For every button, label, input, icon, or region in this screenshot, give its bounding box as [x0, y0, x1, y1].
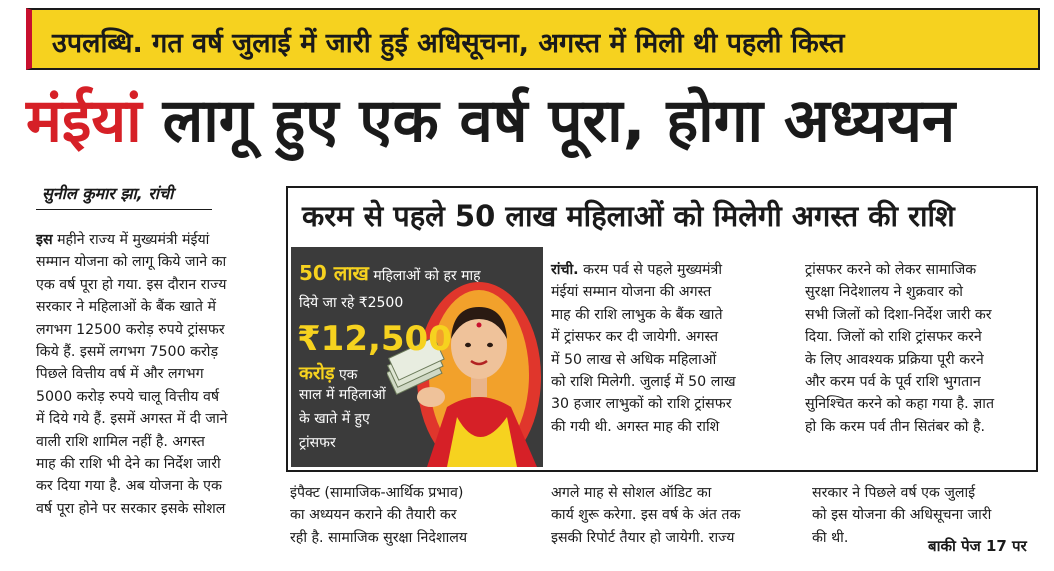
- headline-rest: लागू हुए एक वर्ष पूरा, होगा अध्ययन: [162, 86, 956, 156]
- column-line: दिया. जिलों को राशि ट्रांसफर करने: [805, 329, 982, 346]
- column-line: में 50 लाख से अधिक महिलाओं: [551, 351, 717, 368]
- column-line: सुरक्षा निदेशालय ने शुक्रवार को: [805, 284, 963, 301]
- column-line: मंईयां सम्मान योजना की अगस्त: [551, 284, 712, 301]
- column-line: सम्मान योजना को लागू किये जाने का: [36, 254, 227, 271]
- column-line: इंपैक्ट (सामाजिक-आर्थिक प्रभाव): [290, 485, 464, 501]
- headline-highlight: मंईयां: [26, 86, 142, 156]
- column-line: किये हैं. इसमें लगभग 7500 करोड़: [36, 344, 219, 361]
- column-line: रही है. सामाजिक सुरक्षा निदेशालय: [290, 529, 468, 546]
- byline-rule: [36, 209, 212, 210]
- column-line: सरकार ने पिछले वर्ष एक जुलाई: [812, 485, 976, 501]
- column-line: हो कि करम पर्व तीन सितंबर को है.: [805, 418, 985, 435]
- article-column-4: [805, 259, 1033, 438]
- byline: सुनील कुमार झा, रांची: [42, 184, 174, 203]
- info-line-6: ट्रांसफर: [299, 435, 336, 451]
- column-line: [36, 229, 254, 251]
- column-line: और करम पर्व के पूर्व राशि भुगतान: [805, 374, 981, 391]
- article-column-2-bottom: [290, 482, 518, 549]
- substory-headline: करम से पहले 50 लाख महिलाओं को मिलेगी अगस्त की राशि: [302, 199, 955, 233]
- column-line: सभी जिलों को दिशा-निर्देश जारी कर: [805, 306, 992, 323]
- headline: [26, 78, 1040, 164]
- article-column-3-bottom: [551, 482, 776, 549]
- continued-on-page: बाकी पेज 17 पर: [928, 537, 1027, 555]
- infographic-panel: [291, 247, 543, 467]
- column-lead: इस: [36, 232, 53, 248]
- column-line: एक वर्ष पूरा हो गया. इस दौरान राज्य: [36, 276, 227, 293]
- column-lead: रांची.: [551, 262, 579, 278]
- column-line: लगभग 12500 करोड़ रुपये ट्रांसफर: [36, 321, 225, 338]
- column-line: इसकी रिपोर्ट तैयार हो जायेगी. राज्य: [551, 529, 735, 546]
- column-line: कार्य शुरू करेगा. इस वर्ष के अंत तक: [551, 507, 741, 524]
- article-column-1: [36, 229, 254, 520]
- column-line: वाली राशि शामिल नहीं है. अगस्त: [36, 433, 205, 450]
- column-line: को राशि मिलेगी. जुलाई में 50 लाख: [551, 374, 736, 391]
- info-line-2: दिये जा रहे ₹2500: [299, 295, 404, 311]
- kicker-text: उपलब्धि. गत वर्ष जुलाई में जारी हुई अधिसूचना, अगस्त में मिली थी पहली किस्त: [52, 28, 845, 59]
- info-highlight: 50 लाख: [299, 261, 369, 285]
- info-text: महिलाओं को हर माह: [373, 268, 481, 284]
- article-column-3: [551, 259, 776, 438]
- info-line-5: के खाते में हुए: [299, 411, 370, 427]
- info-line-3: [299, 361, 357, 385]
- column-line: माह की राशि भी देने का निर्देश जारी: [36, 456, 221, 473]
- column-line: का अध्ययन कराने की तैयारी कर: [290, 507, 457, 524]
- info-amount: ₹12,500: [297, 319, 452, 359]
- column-first-line: करम पर्व से पहले मुख्यमंत्री: [583, 262, 723, 278]
- column-line: वर्ष पूरा होने पर सरकार इसके सोशल: [36, 500, 226, 517]
- column-line: में ट्रांसफर कर दी जायेगी. अगस्त: [551, 329, 719, 346]
- column-line: 5000 करोड़ रुपये चालू वित्तीय वर्ष: [36, 388, 220, 405]
- column-line: सुनिश्चित करने को कहा गया है. ज्ञात: [805, 396, 995, 413]
- column-line: अगले माह से सोशल ऑडिट का: [551, 485, 712, 501]
- column-line: में दिये गये हैं. इसमें अगस्त में दी जाने: [36, 411, 228, 428]
- info-text: एक: [338, 367, 358, 383]
- column-line: माह की राशि लाभुक के बैंक खाते: [551, 306, 723, 323]
- column-first-line: महीने राज्य में मुख्यमंत्री मंईयां: [57, 232, 210, 248]
- kicker-band: [26, 8, 1040, 70]
- column-line: को इस योजना की अधिसूचना जारी: [812, 507, 992, 524]
- column-line: की थी.: [812, 529, 849, 546]
- info-highlight: करोड़: [299, 363, 335, 384]
- info-line-4: साल में महिलाओं: [299, 387, 386, 403]
- column-line: की गयी थी. अगस्त माह की राशि: [551, 418, 720, 435]
- column-line: 30 हजार लाभुकों को राशि ट्रांसफर: [551, 396, 732, 413]
- info-line-1: [299, 259, 481, 286]
- column-line: कर दिया गया है. अब योजना के एक: [36, 478, 222, 495]
- woman-with-cash-illustration: [387, 257, 543, 467]
- column-line: पिछले वित्तीय वर्ष में और लगभग: [36, 366, 204, 383]
- column-line: ट्रांसफर करने को लेकर सामाजिक: [805, 262, 977, 278]
- column-line: सरकार ने महिलाओं के बैंक खाते में: [36, 299, 216, 316]
- column-line: [551, 259, 776, 281]
- column-line: के लिए आवश्यक प्रक्रिया पूरी करने: [805, 351, 984, 368]
